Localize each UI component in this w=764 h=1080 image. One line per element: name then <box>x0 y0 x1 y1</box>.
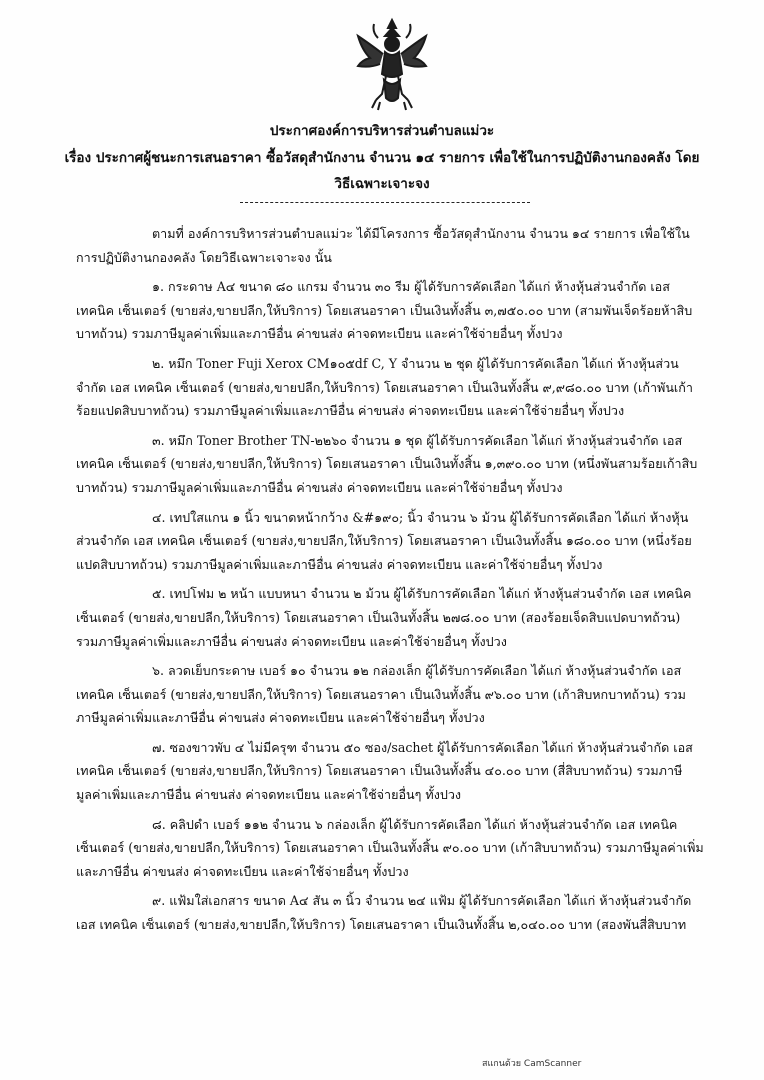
item-paragraph-9: ๙. แฟ้มใส่เอกสาร ขนาด A๔ สัน ๓ นิ้ว จำนวน ๒๔ แฟ้ม ผู้ได้รับการคัดเลือก ได้แก่ ห้างหุ้นส่วนจำกัด เอส เทคนิค เซ็นเตอร์ (ขายส่ง,ขายปลีก,ให้บริการ) โดยเสนอราคา เป็นเงินทั้งสิ้น ๒,๐๔๐.๐๐ บาท (สองพันสี่สิบบาท <box>76 893 692 933</box>
item-paragraph-8: ๘. คลิปดำ เบอร์ ๑๑๒ จำนวน ๖ กล่องเล็ก ผู้ได้รับการคัดเลือก ได้แก่ ห้างหุ้นส่วนจำกัด เอส เทคนิค เซ็นเตอร์ (ขายส่ง,ขายปลีก,ให้บริการ) โดยเสนอราคา เป็นเงินทั้งสิ้น ๙๐.๐๐ บาท (เก้าสิบบาทถ้วน) รวมภาษีมูลค่าเพิ่มและภาษีอื่น ค่าขนส่ง ค่าจดทะเบียน และค่าใช้จ่ายอื่นๆ ทั้งปวง <box>76 816 704 879</box>
document-body <box>76 222 704 943</box>
intro-paragraph: ตามที่ องค์การบริหารส่วนตำบลแม่วะ ได้มีโครงการ ซื้อวัสดุสำนักงาน จำนวน ๑๔ รายการ เพื่อใช้ในการปฏิบัติงานกองคลัง โดยวิธีเฉพาะเจาะจง นั้น <box>76 226 690 265</box>
subject-line-1: เรื่อง ประกาศผู้ชนะการเสนอราคา ซื้อวัสดุสำนักงาน จำนวน ๑๔ รายการ เพื่อใช้ในการปฏิบัติงานกองคลัง โดย <box>64 150 700 166</box>
document-header <box>40 120 724 195</box>
scanner-watermark: สแกนด้วย CamScanner <box>482 1059 582 1069</box>
item-paragraph-2: ๒. หมึก Toner Fuji Xerox CM๑๐๕df C, Y จำนวน ๒ ชุด ผู้ได้รับการคัดเลือก ได้แก่ ห้างหุ้นส่วนจำกัด เอส เทคนิค เซ็นเตอร์ (ขายส่ง,ขายปลีก,ให้บริการ) โดยเสนอราคา เป็นเงินทั้งสิ้น ๙,๙๘๐.๐๐ บาท (เก้าพันเก้าร้อยแปดสิบบาทถ้วน) รวมภาษีมูลค่าเพิ่มและภาษีอื่น ค่าขนส่ง ค่าจดทะเบียน และค่าใช้จ่ายอื่นๆ ทั้งปวง <box>76 355 693 419</box>
item-paragraph-4: ๔. เทปใสแกน ๑ นิ้ว ขนาดหน้ากว้าง &#๑๙๐; นิ้ว จำนวน ๖ ม้วน ผู้ได้รับการคัดเลือก ได้แก่ ห้างหุ้นส่วนจำกัด เอส เทคนิค เซ็นเตอร์ (ขายส่ง,ขายปลีก,ให้บริการ) โดยเสนอราคา เป็นเงินทั้งสิ้น ๑๘๐.๐๐ บาท (หนึ่งร้อยแปดสิบบาทถ้วน) รวมภาษีมูลค่าเพิ่มและภาษีอื่น ค่าขนส่ง ค่าจดทะเบียน และค่าใช้จ่ายอื่นๆ ทั้งปวง <box>76 509 692 572</box>
subject-line-2: วิธีเฉพาะเจาะจง <box>334 176 430 192</box>
garuda-emblem-icon <box>352 14 432 114</box>
org-title: ประกาศองค์การบริหารส่วนตำบลแม่วะ <box>269 123 495 139</box>
item-paragraph-3: ๓. หมึก Toner Brother TN-๒๒๖๐ จำนวน ๑ ชุด ผู้ได้รับการคัดเลือก ได้แก่ ห้างหุ้นส่วนจำกัด เอส เทคนิค เซ็นเตอร์ (ขายส่ง,ขายปลีก,ให้บริการ) โดยเสนอราคา เป็นเงินทั้งสิ้น ๑,๓๙๐.๐๐ บาท (หนึ่งพันสามร้อยเก้าสิบบาทถ้วน) รวมภาษีมูลค่าเพิ่มและภาษีอื่น ค่าขนส่ง ค่าจดทะเบียน และค่าใช้จ่ายอื่นๆ ทั้งปวง <box>76 432 698 495</box>
item-paragraph-1: ๑. กระดาษ A๔ ขนาด ๘๐ แกรม จำนวน ๓๐ รีม ผู้ได้รับการคัดเลือก ได้แก่ ห้างหุ้นส่วนจำกัด เอส เทคนิค เซ็นเตอร์ (ขายส่ง,ขายปลีก,ให้บริการ) โดยเสนอราคา เป็นเงินทั้งสิ้น ๓,๗๕๐.๐๐ บาท (สามพันเจ็ดร้อยห้าสิบบาทถ้วน) รวมภาษีมูลค่าเพิ่มและภาษีอื่น ค่าขนส่ง ค่าจดทะเบียน และค่าใช้จ่ายอื่นๆ ทั้งปวง <box>76 279 693 342</box>
header-divider <box>240 202 530 203</box>
item-paragraph-7: ๗. ซองขาวพับ ๔ ไม่มีครุฑ จำนวน ๕๐ ซอง/sachet ผู้ได้รับการคัดเลือก ได้แก่ ห้างหุ้นส่วนจำกัด เอส เทคนิค เซ็นเตอร์ (ขายส่ง,ขายปลีก,ให้บริการ) โดยเสนอราคา เป็นเงินทั้งสิ้น ๔๐.๐๐ บาท (สี่สิบบาทถ้วน) รวมภาษีมูลค่าเพิ่มและภาษีอื่น ค่าขนส่ง ค่าจดทะเบียน และค่าใช้จ่ายอื่นๆ ทั้งปวง <box>76 739 693 803</box>
item-paragraph-6: ๖. ลวดเย็บกระดาษ เบอร์ ๑๐ จำนวน ๑๒ กล่องเล็ก ผู้ได้รับการคัดเลือก ได้แก่ ห้างหุ้นส่วนจำกัด เอส เทคนิค เซ็นเตอร์ (ขายส่ง,ขายปลีก,ให้บริการ) โดยเสนอราคา เป็นเงินทั้งสิ้น ๙๖.๐๐ บาท (เก้าสิบหกบาทถ้วน) รวมภาษีมูลค่าเพิ่มและภาษีอื่น ค่าขนส่ง ค่าจดทะเบียน และค่าใช้จ่ายอื่นๆ ทั้งปวง <box>76 663 686 726</box>
item-paragraph-5: ๕. เทปโฟม ๒ หน้า แบบหนา จำนวน ๒ ม้วน ผู้ได้รับการคัดเลือก ได้แก่ ห้างหุ้นส่วนจำกัด เอส เทคนิค เซ็นเตอร์ (ขายส่ง,ขายปลีก,ให้บริการ) โดยเสนอราคา เป็นเงินทั้งสิ้น ๒๗๘.๐๐ บาท (สองร้อยเจ็ดสิบแปดบาทถ้วน) รวมภาษีมูลค่าเพิ่มและภาษีอื่น ค่าขนส่ง ค่าจดทะเบียน และค่าใช้จ่ายอื่นๆ ทั้งปวง <box>76 586 692 649</box>
